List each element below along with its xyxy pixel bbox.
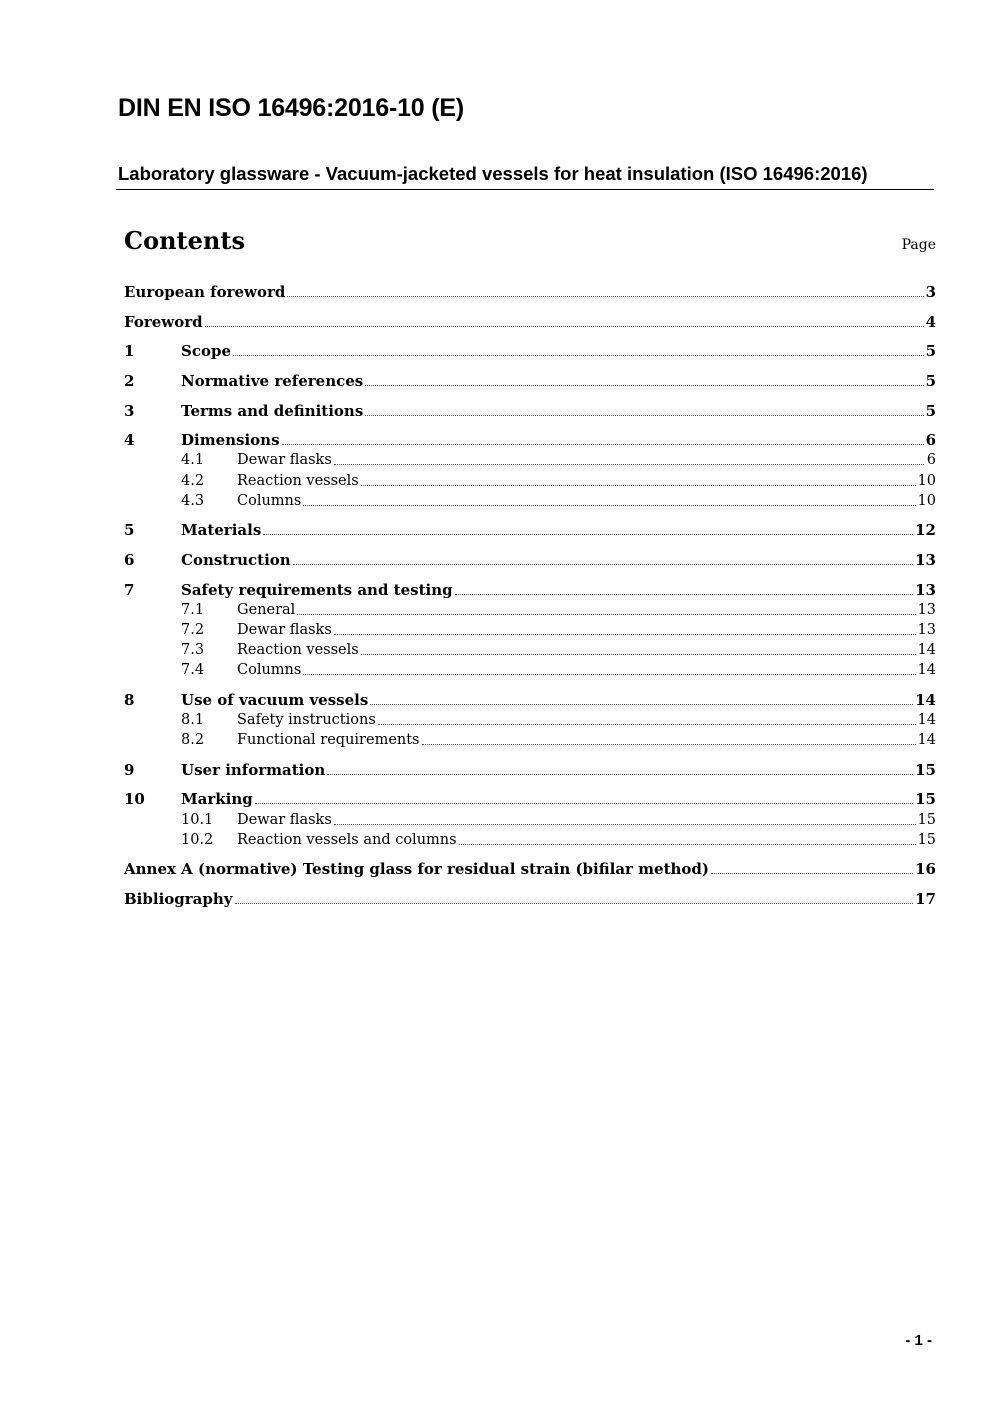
- toc-entry-7-1[interactable]: [124, 600, 936, 620]
- toc-leader-dots: [303, 674, 915, 675]
- toc-number: 7: [124, 581, 135, 599]
- toc-leader-dots: [455, 594, 914, 595]
- toc-page-number: 5: [925, 372, 936, 390]
- toc-number: 7.4: [181, 662, 205, 678]
- toc-number: 8.1: [181, 712, 205, 728]
- toc-page-number: 5: [925, 342, 936, 360]
- toc-number: 7.1: [181, 602, 205, 618]
- toc-entry-7[interactable]: [124, 580, 936, 600]
- toc-entry-5[interactable]: [124, 520, 936, 540]
- toc-title: Dewar flasks: [237, 622, 332, 638]
- toc-entry-4-2[interactable]: [124, 471, 936, 491]
- toc-page-number: 5: [925, 402, 936, 420]
- toc-leader-dots: [361, 654, 916, 655]
- toc-title: Foreword: [124, 313, 203, 331]
- toc-number: 10: [124, 790, 145, 808]
- toc-leader-dots: [263, 534, 913, 535]
- toc-page-number: 4: [925, 313, 936, 331]
- toc-title: Safety instructions: [237, 712, 376, 728]
- toc-page-number: 14: [915, 691, 936, 709]
- toc-page-number: 14: [917, 642, 936, 658]
- toc-entry-3[interactable]: [124, 401, 936, 421]
- toc-title: Columns: [237, 493, 302, 509]
- toc-leader-dots: [205, 326, 924, 327]
- toc-title: Reaction vessels: [237, 473, 359, 489]
- toc-entry-foreword[interactable]: [124, 312, 936, 332]
- toc-page-number: 16: [915, 860, 936, 878]
- toc-page-number: 17: [915, 890, 936, 908]
- toc-title: Normative references: [181, 372, 364, 390]
- toc-leader-dots: [282, 444, 924, 445]
- toc-number: 10.1: [181, 812, 214, 828]
- toc-title: Dimensions: [181, 431, 280, 449]
- toc-title: Construction: [181, 551, 291, 569]
- toc-title: User information: [181, 761, 326, 779]
- toc-entry-bibliography[interactable]: [124, 889, 936, 909]
- toc-title: Safety requirements and testing: [181, 581, 453, 599]
- toc-page-number: 15: [915, 790, 936, 808]
- toc-title: General: [237, 602, 296, 618]
- toc-leader-dots: [293, 564, 913, 565]
- toc-page-number: 14: [917, 662, 936, 678]
- toc-title: Scope: [181, 342, 232, 360]
- toc-leader-dots: [287, 296, 923, 297]
- page-number: - 1 -: [905, 1332, 932, 1349]
- toc-entry-8-1[interactable]: [124, 710, 936, 730]
- toc-page-number: 10: [917, 493, 936, 509]
- toc-entry-10-1[interactable]: [124, 810, 936, 830]
- toc-number: 2: [124, 372, 135, 390]
- toc-title: Use of vacuum vessels: [181, 691, 369, 709]
- toc-title: Dewar flasks: [237, 812, 332, 828]
- toc-leader-dots: [303, 505, 915, 506]
- toc-number: 5: [124, 521, 135, 539]
- toc-entry-7-3[interactable]: [124, 640, 936, 660]
- toc-entry-annex-a[interactable]: [124, 859, 936, 879]
- toc-leader-dots: [255, 803, 913, 804]
- toc-entry-4[interactable]: [124, 430, 936, 450]
- toc-title: Columns: [237, 662, 302, 678]
- toc-entry-10[interactable]: [124, 789, 936, 809]
- toc-page-number: 15: [915, 761, 936, 779]
- toc-entry-8[interactable]: [124, 690, 936, 710]
- toc-leader-dots: [365, 385, 923, 386]
- toc-entry-10-2[interactable]: [124, 830, 936, 850]
- toc-page-number: 15: [917, 832, 936, 848]
- toc-number: 9: [124, 761, 135, 779]
- toc-entry-european-foreword[interactable]: [124, 282, 936, 302]
- toc-page-number: 13: [917, 602, 936, 618]
- toc-entry-4-1[interactable]: [124, 450, 936, 470]
- toc-number: 7.2: [181, 622, 205, 638]
- toc-page-number: 3: [925, 283, 936, 301]
- contents-heading: Contents: [124, 226, 245, 255]
- toc-title: European foreword: [124, 283, 286, 301]
- toc-leader-dots: [361, 485, 916, 486]
- toc-page-number: 13: [915, 581, 936, 599]
- toc-title: Dewar flasks: [237, 452, 332, 468]
- document-title: DIN EN ISO 16496:2016-10 (E): [118, 94, 464, 122]
- toc-entry-7-4[interactable]: [124, 660, 936, 680]
- toc-entry-7-2[interactable]: [124, 620, 936, 640]
- toc-page-number: 6: [926, 452, 936, 468]
- toc-number: 4: [124, 431, 135, 449]
- toc-entry-6[interactable]: [124, 550, 936, 570]
- toc-leader-dots: [365, 415, 923, 416]
- toc-number: 3: [124, 402, 135, 420]
- toc-number: 10.2: [181, 832, 214, 848]
- toc-entry-9[interactable]: [124, 760, 936, 780]
- toc-page-number: 13: [915, 551, 936, 569]
- toc-leader-dots: [334, 464, 924, 465]
- toc-leader-dots: [233, 355, 924, 356]
- toc-page-number: 12: [915, 521, 936, 539]
- toc-entry-1[interactable]: [124, 341, 936, 361]
- toc-leader-dots: [459, 844, 916, 845]
- toc-leader-dots: [327, 774, 913, 775]
- toc-number: 8: [124, 691, 135, 709]
- toc-leader-dots: [378, 724, 916, 725]
- toc-leader-dots: [422, 744, 916, 745]
- toc-page-number: 10: [917, 473, 936, 489]
- toc-leader-dots: [235, 903, 914, 904]
- toc-number: 7.3: [181, 642, 205, 658]
- toc-title: Annex A (normative) Testing glass for residual strain (bifilar method): [124, 860, 710, 878]
- toc-leader-dots: [370, 704, 913, 705]
- toc-page-number: 14: [917, 712, 936, 728]
- toc-number: 8.2: [181, 732, 205, 748]
- toc-title: Materials: [181, 521, 262, 539]
- toc-entry-2[interactable]: [124, 371, 936, 391]
- toc-title: Functional requirements: [237, 732, 420, 748]
- toc-page-number: 15: [917, 812, 936, 828]
- toc-title: Reaction vessels: [237, 642, 359, 658]
- toc-page-number: 6: [925, 431, 936, 449]
- toc-number: 4.2: [181, 473, 205, 489]
- toc-page-number: 14: [917, 732, 936, 748]
- toc-leader-dots: [334, 824, 916, 825]
- toc-title: Marking: [181, 790, 253, 808]
- toc-entry-4-3[interactable]: [124, 491, 936, 511]
- toc-page-number: 13: [917, 622, 936, 638]
- page-column-label: Page: [901, 237, 936, 253]
- toc-number: 4.3: [181, 493, 205, 509]
- document-subtitle: Laboratory glassware - Vacuum-jacketed vessels for heat insulation (ISO 16496:2016): [116, 163, 934, 190]
- toc-number: 1: [124, 342, 135, 360]
- toc-number: 4.1: [181, 452, 205, 468]
- toc-leader-dots: [334, 634, 916, 635]
- toc-entry-8-2[interactable]: [124, 730, 936, 750]
- toc-leader-dots: [297, 614, 915, 615]
- toc-title: Terms and definitions: [181, 402, 364, 420]
- toc-title: Reaction vessels and columns: [237, 832, 457, 848]
- toc-title: Bibliography: [124, 890, 233, 908]
- toc-leader-dots: [711, 873, 913, 874]
- toc-number: 6: [124, 551, 135, 569]
